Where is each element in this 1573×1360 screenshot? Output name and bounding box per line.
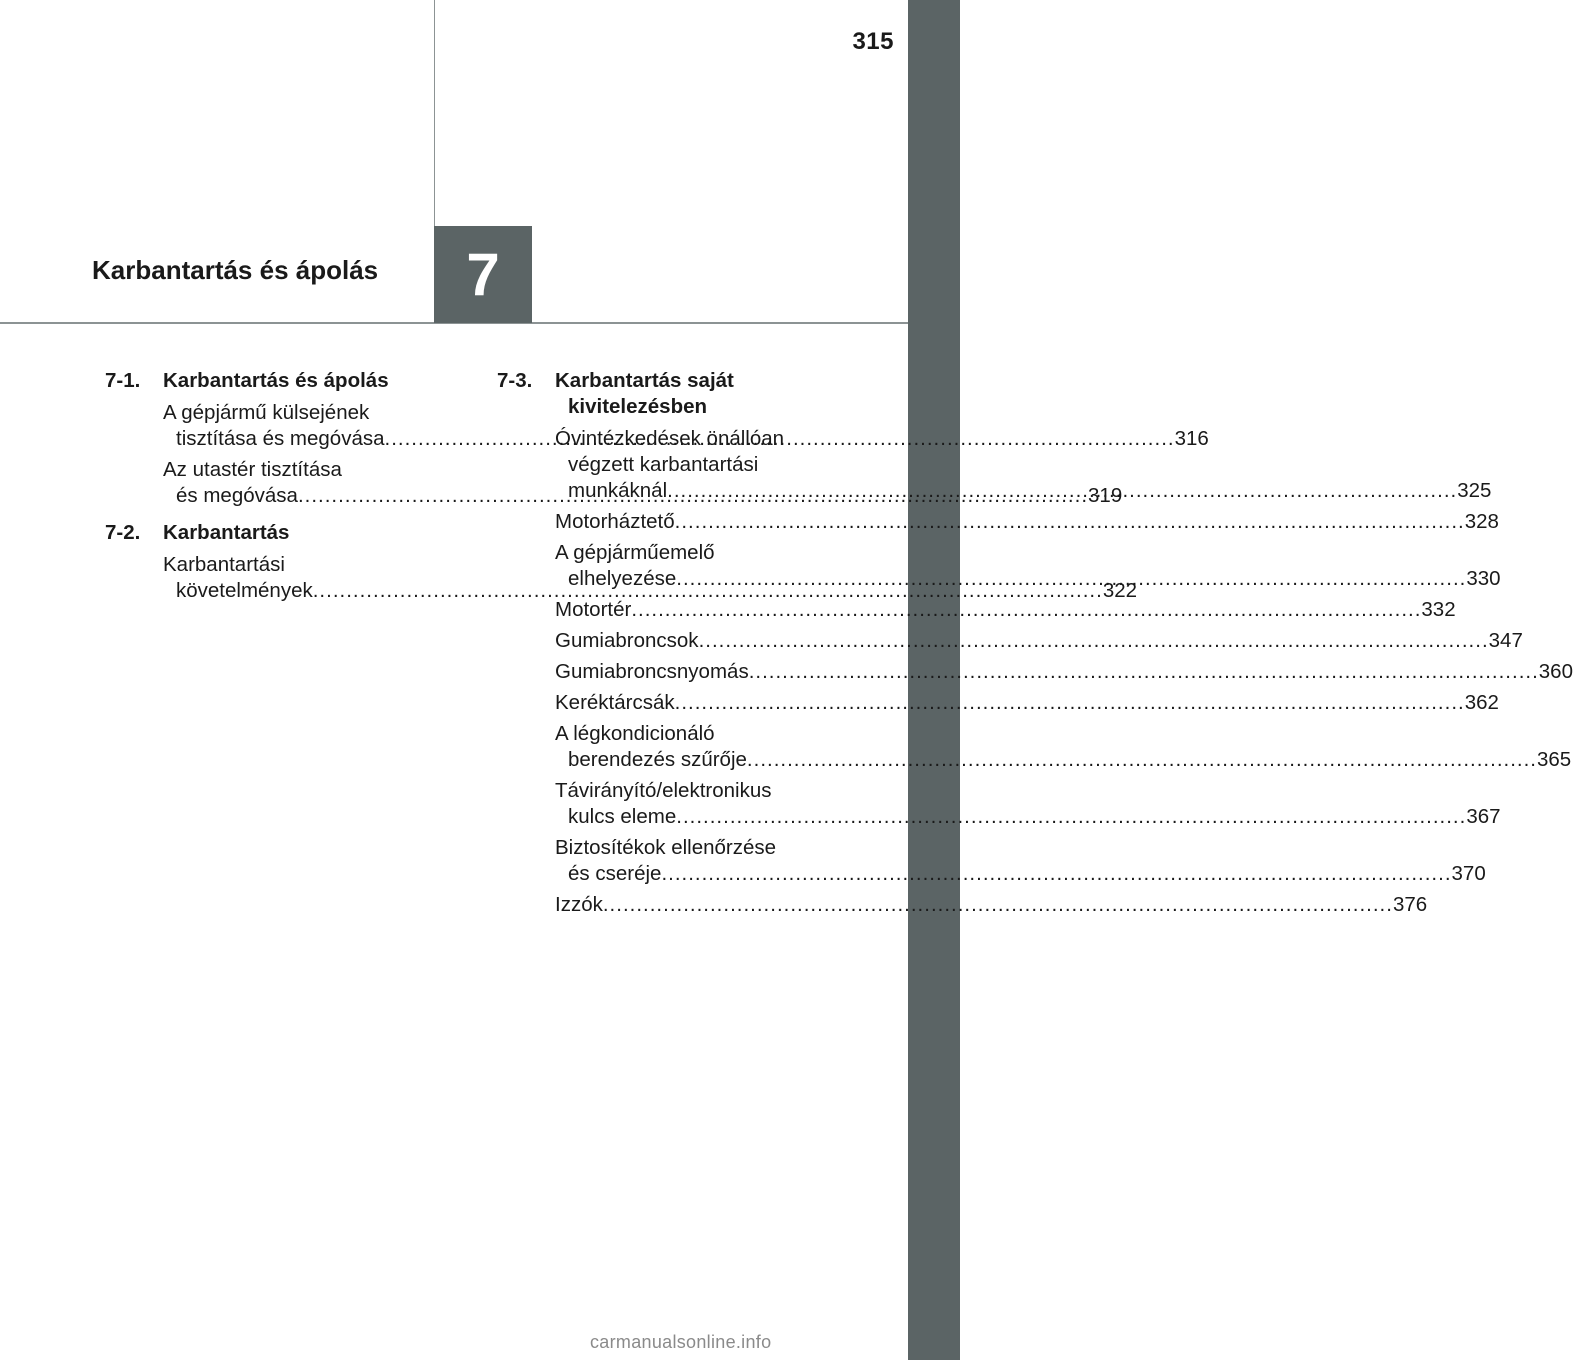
toc-entry[interactable] (497, 721, 1572, 773)
toc-entry-text: követelmények (176, 579, 313, 602)
section-title (555, 368, 846, 420)
toc-page-ref: 330 (1466, 567, 1501, 590)
toc-page-ref: 370 (1451, 862, 1486, 885)
toc-entry[interactable] (497, 597, 1456, 623)
toc-entry[interactable] (497, 628, 1523, 654)
toc-entry-leader-line (555, 659, 1573, 685)
toc-page-ref: 322 (1102, 579, 1138, 602)
header-vertical-rule (434, 0, 435, 226)
toc-entry-line: A légkondicionáló (555, 722, 715, 745)
toc-entry-leader-line (555, 690, 1499, 716)
section-title (163, 368, 461, 394)
watermark: carmanualsonline.info (590, 1332, 772, 1352)
toc-entry[interactable] (497, 892, 1428, 918)
dot-leader (675, 691, 1465, 714)
dot-leader (603, 893, 1393, 916)
toc-page-ref: 367 (1466, 805, 1501, 828)
toc-entry-leader-line (555, 861, 1486, 887)
toc-page-ref: 365 (1537, 748, 1572, 771)
toc-entry-text: elhelyezése (568, 567, 677, 590)
toc-page-ref: 360 (1538, 660, 1573, 683)
toc-page-ref: 325 (1457, 479, 1492, 502)
section-title-line: kivitelezésben (568, 395, 708, 418)
toc-entry[interactable] (497, 835, 1486, 887)
section-title-line: Karbantartás és ápolás (163, 369, 389, 392)
toc-entry-text: berendezés szűrője (568, 748, 747, 771)
dot-leader (747, 748, 1537, 771)
section-title-line: Karbantartás saját (555, 369, 734, 392)
dot-leader (676, 805, 1466, 828)
toc-entry-leader-line (555, 892, 1428, 918)
dot-leader (631, 598, 1421, 621)
toc-entry-text: Motorháztető (555, 510, 675, 533)
toc-entry-text: kulcs eleme (568, 805, 677, 828)
chapter-title: Karbantartás és ápolás (92, 255, 379, 285)
toc-entry-leader-line (555, 597, 1456, 623)
toc-entry-text: Izzók (555, 893, 603, 916)
toc-page-ref: 376 (1392, 893, 1428, 916)
toc-entry-text: Keréktárcsák (555, 691, 675, 714)
toc-page-ref: 347 (1488, 629, 1523, 652)
dot-leader (667, 479, 1457, 502)
section-number: 7-2. (105, 521, 141, 544)
dot-leader (661, 862, 1451, 885)
toc-entry[interactable] (497, 509, 1499, 535)
toc-entry-line: Óvintézkedések önállóan (555, 427, 785, 450)
toc-entry-text: munkáknál (568, 479, 668, 502)
toc-entry-line: végzett karbantartási (568, 453, 759, 476)
toc-entry-leader-line (555, 804, 1501, 830)
toc-entry-leader-line (555, 628, 1523, 654)
page-number: 315 (852, 28, 894, 55)
toc-page-ref: 316 (1174, 427, 1209, 450)
toc-page-ref: 362 (1464, 691, 1499, 714)
toc-entry-text: Motortér (555, 598, 632, 621)
toc-page-ref: 319 (1088, 484, 1123, 507)
toc-section-heading (105, 368, 461, 394)
toc-page-ref: 328 (1464, 510, 1499, 533)
toc-entry[interactable] (497, 778, 1501, 830)
section-number: 7-3. (497, 369, 533, 392)
section-title (163, 520, 461, 546)
dot-leader (676, 567, 1466, 590)
toc-entry-line: Távirányító/elektronikus (555, 779, 772, 802)
toc-entry-text: Gumiabroncsnyomás (555, 660, 749, 683)
toc-entry-text: tisztítása és megóvása (176, 427, 385, 450)
section-title-line: Karbantartás (163, 521, 290, 544)
dot-leader (675, 510, 1465, 533)
toc-entry-text: és cseréje (568, 862, 662, 885)
toc-entry-text: és megóvása (176, 484, 298, 507)
section-number: 7-1. (105, 369, 141, 392)
toc-entry-line: Az utastér tisztítása (163, 458, 342, 481)
toc-entry[interactable] (497, 690, 1499, 716)
toc-page-ref: 332 (1421, 598, 1456, 621)
toc-entry-line: A gépjármű külsejének (163, 401, 370, 424)
toc-entry-line: A gépjárműemelő (555, 541, 715, 564)
toc-entry-line: Karbantartási (163, 553, 285, 576)
chapter-number-box: 7 (434, 226, 532, 323)
dot-leader (749, 660, 1539, 683)
toc-entry[interactable] (497, 659, 1573, 685)
toc-entry-leader-line (555, 509, 1499, 535)
toc-section-heading (105, 520, 461, 546)
toc-entry-line: Biztosítékok ellenőrzése (555, 836, 777, 859)
dot-leader (699, 629, 1489, 652)
toc-section-heading (497, 368, 846, 420)
toc-entry-text: Gumiabroncsok (555, 629, 699, 652)
toc-entry-leader-line (555, 747, 1572, 773)
